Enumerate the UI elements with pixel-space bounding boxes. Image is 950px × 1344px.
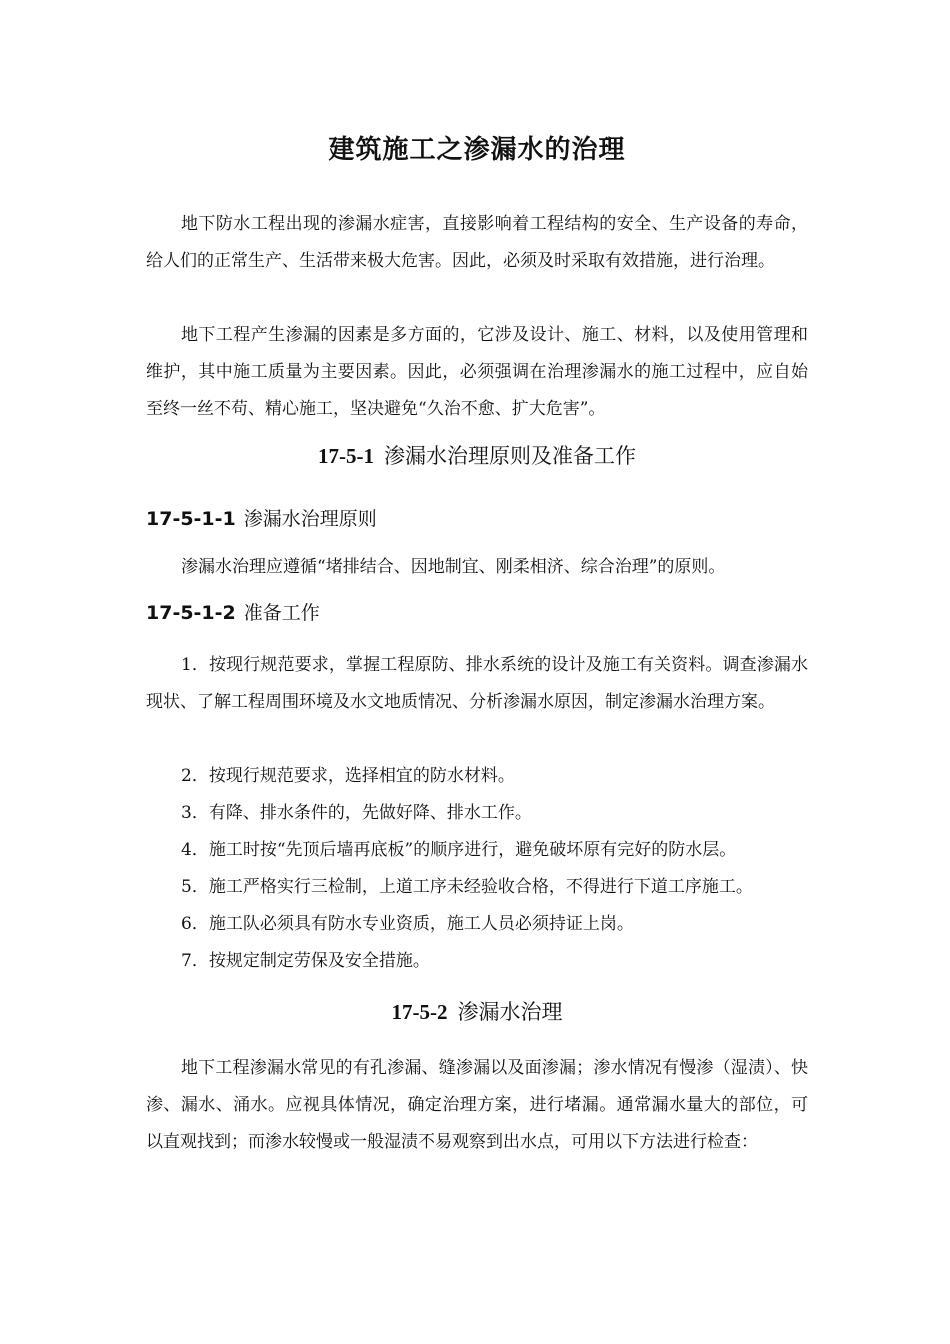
section-heading-17-5-2 xyxy=(146,997,808,1027)
list-item-5: 5．施工严格实行三检制，上道工序未经验收合格，不得进行下道工序施工。 xyxy=(181,877,753,897)
section-heading-17-5-1 xyxy=(146,441,808,471)
principle-paragraph: 渗漏水治理应遵循“堵排结合、因地制宜、刚柔相济、综合治理”的原则。 xyxy=(181,557,726,577)
subsection-heading-17-5-1-2 xyxy=(146,598,808,628)
list-item-6: 6．施工队必须具有防水专业资质，施工人员必须持证上岗。 xyxy=(181,914,634,934)
document-title: 建筑施工之渗漏水的治理 xyxy=(328,135,626,165)
list-item-2: 2．按现行规范要求，选择相宜的防水材料。 xyxy=(181,766,515,786)
section-number: 17-5-2 xyxy=(391,1000,448,1024)
list-item-3: 3．有降、排水条件的，先做好降、排水工作。 xyxy=(181,803,532,823)
list-item-4: 4．施工时按“先顶后墙再底板”的顺序进行，避免破坏原有完好的防水层。 xyxy=(181,840,737,860)
section-number: 17-5-1 xyxy=(318,444,374,468)
subsection-number: 17-5-1-2 xyxy=(146,602,236,624)
subsection-title-text: 准备工作 xyxy=(243,602,320,624)
intro-paragraph-2: 地下工程产生渗漏的因素是多方面的，它涉及设计、施工、材料，以及使用管理和维护，其中施工质量为主要因素。因此，必须强调在治理渗漏水的施工过程中，应自始至终一丝不苟、精心施工，坚决避免“久治不愈、扩大危害”。 xyxy=(146,325,808,419)
section-title-text: 渗漏水治理原则及准备工作 xyxy=(384,444,636,468)
section-title-text: 渗漏水治理 xyxy=(457,1000,563,1024)
treatment-paragraph: 地下工程渗漏水常见的有孔渗漏、缝渗漏以及面渗漏；渗水情况有慢渗（湿渍）、快渗、漏水、涌水。应视具体情况，确定治理方案，进行堵漏。通常漏水量大的部位，可以直观找到；而渗水较慢或一般湿渍不易观察到出水点，可用以下方法进行检查： xyxy=(146,1058,808,1152)
subsection-heading-17-5-1-1 xyxy=(146,504,808,534)
intro-paragraph-1: 地下防水工程出现的渗漏水症害，直接影响着工程结构的安全、生产设备的寿命，给人们的正常生产、生活带来极大危害。因此，必须及时采取有效措施，进行治理。 xyxy=(146,214,808,271)
list-item-7: 7．按规定制定劳保及安全措施。 xyxy=(181,951,430,971)
subsection-number: 17-5-1-1 xyxy=(146,508,236,530)
subsection-title-text: 渗漏水治理原则 xyxy=(243,508,377,530)
list-item-1: 1．按现行规范要求，掌握工程原防、排水系统的设计及施工有关资料。调查渗漏水现状、了解工程周围环境及水文地质情况、分析渗漏水原因，制定渗漏水治理方案。 xyxy=(146,655,808,712)
